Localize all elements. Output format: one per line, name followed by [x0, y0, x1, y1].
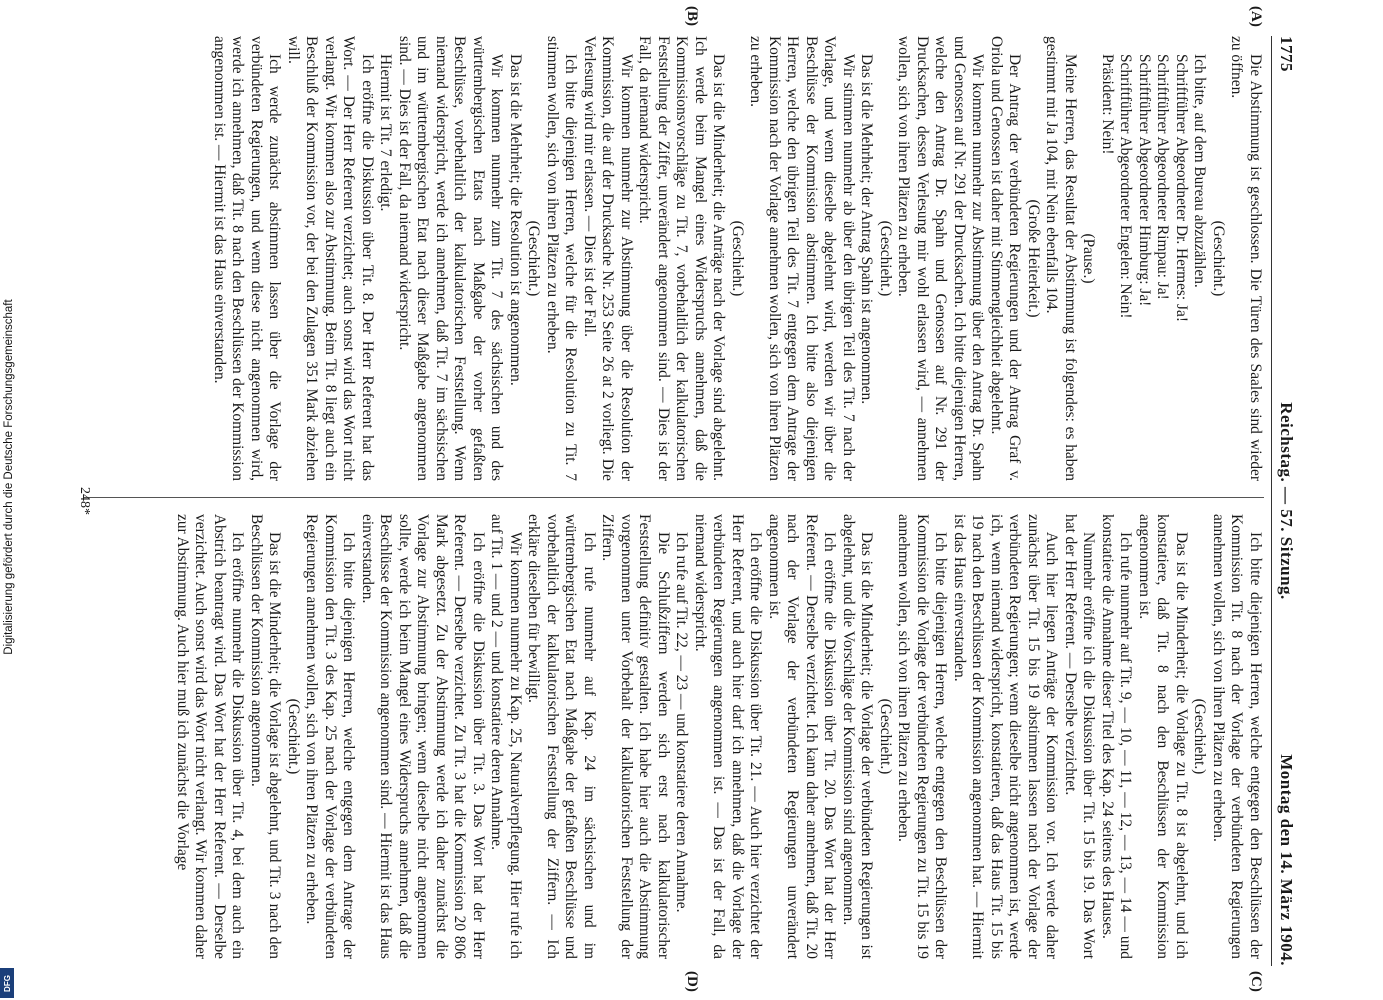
paragraph: Meine Herren, das Resultat der Abstimmung ist folgendes: es haben gestimmt mit Ja 104, mit Nein ebenfalls 104.: [1043, 36, 1079, 481]
paragraph: Schriftführer Abgeordneter Rimpau: Ja!: [1154, 54, 1172, 300]
paragraph: Wir kommen nunmehr zur Abstimmung über den Antrag Dr. Spahn und Genossen auf Nr. 291 der Drucksachen. Ich bitte diejenigen Herren, welche den Antrag Dr. Spahn und Genossen auf Nr. 291 der Drucksachen, dessen Verlesung mir wohl erlassen wird, — annehmen wollen, sich von ihren Plätzen zu erheben.: [895, 36, 987, 481]
margin-marker-b: (B): [684, 6, 700, 26]
paragraph: Ich bitte diejenigen Herren, welche entgegen dem Antrage der Kommission den Tit. 3 des Kap. 25 nach der Vorlage der verbündeten Regierungen annehmen wollen, sich von ihren Plätzen zu erheben.: [303, 514, 358, 959]
left-column: [89, 36, 1264, 481]
paragraph: Nunmehr eröffne ich die Diskussion über Tit. 15 bis 19. Das Wort hat der Herr Referent. — Derselbe verzichtet.: [1062, 514, 1098, 959]
dfg-logo-text: DFG: [2, 974, 12, 992]
paragraph: Ich rufe nunmehr auf Tit. 9, — 10, — 11, — 12, — 13, — 14 — und konstatiere die Annahme dieser Titel des Kap. 24 seitens des Hauses.: [1099, 514, 1135, 959]
paragraph: Ich rufe auf Tit. 22, — 23 — und konstatiere deren Annahme.: [673, 532, 691, 913]
paragraph: Schriftführer Abgeordneter Engelen: Nein!: [1117, 54, 1135, 319]
paragraph: Ich bitte diejenigen Herren, welche entgegen den Beschlüssen der Kommission Tit. 8 nach der Vorlage der verbündeten Regierungen annehmen wollen, sich von ihren Plätzen zu erheben.: [1210, 514, 1264, 959]
paragraph: Die Abstimmung ist geschlossen. Die Türen des Saales sind wieder zu öffnen.: [1228, 36, 1264, 481]
paragraph: (Geschieht.): [877, 220, 894, 297]
paragraph: (Geschieht.): [285, 698, 302, 775]
header-rule: [1271, 36, 1272, 966]
paragraph: Ich eröffne die Diskussion über Tit. 21. — Auch hier verzichtet der Herr Referent, und auch hier darf ich annehmen, daß die Vorlage der verbündeten Regierungen angenommen ist. — Das ist der Fall, da niemand widerspricht.: [692, 514, 765, 959]
paragraph: (Geschieht.): [1191, 698, 1209, 775]
digitization-credit: Digitalisierung gefördert durch die Deutsche Forschungsgemeinschaft: [3, 299, 15, 655]
page-number: 1775: [1277, 36, 1296, 72]
page-header: [1270, 36, 1300, 966]
paragraph: Ich bitte diejenigen Herren, welche für die Resolution zu Tit. 7 stimmen wollen, sich von ihren Plätzen zu erheben.: [544, 36, 580, 481]
paragraph: Das ist die Mehrheit; die Resolution ist angenommen.: [507, 54, 524, 386]
paragraph: Das ist die Minderheit; die Vorlage ist abgelehnt, und Tit. 3 nach den Beschlüssen der Kommission angenommen.: [248, 514, 284, 959]
paragraph: Wir kommen nunmehr zur Abstimmung über die Resolution der Kommission, die auf der Drucksache Nr. 253 Seite 26 at 2 vorliegt. Die Verlesung wird mir erlassen. — Dies ist der Fall.: [581, 36, 635, 481]
paragraph: Wir kommen nunmehr zum Tit. 7 des sächsischen und des württembergischen Etats nach Maßgabe der vorher gefaßten Beschlüsse, vorbehaltlich der kalkulatorischen Feststellung. Wenn niemand widerspricht, werde ich annehmen, daß Tit. 7 im sächsischen und im württembergischen Etat nach dieser Maßgabe angenommen sind. — Dies ist der Fall, da niemand widerspricht.: [396, 36, 506, 481]
header-date: Montag den 14. März 1904.: [1277, 754, 1296, 966]
paragraph: Das ist die Minderheit; die Anträge nach der Vorlage sind abgelehnt. Ich werde beim Mangel eines Widerspruchs annehmen, daß die Kommissionsvorschläge zu Tit. 7, vorbehaltlich der kalkulatorischen Feststellung der Ziffer, unverändert angenommen sind. — Dies ist der Fall, da niemand widerspricht.: [636, 36, 728, 481]
column-divider: [84, 497, 1264, 498]
paragraph: Schriftführer Abgeordneter Himburg: Ja!: [1136, 54, 1153, 307]
paragraph: Ich rufe nunmehr auf Kap. 24 im sächsischen und im württembergischen Etat nach Maßgabe der gefaßten Beschlüsse und vorbehaltlich der kalkulatorischen Feststellung der Ziffern. — Ich erkläre dieselben für bewilligt.: [525, 514, 598, 959]
paragraph: Ich werde zunächst abstimmen lassen über die Vorlage der verbündeten Regierungen, und wenn diese nicht angenommen wird, werde ich annehmen, daß Tit. 8 nach den Beschlüssen der Kommission angenommen ist. — Hiermit ist das Haus einverstanden.: [211, 36, 284, 481]
paragraph: (Pause.): [1080, 233, 1098, 284]
paragraph: Ich eröffne die Diskussion über Tit. 20. Das Wort hat der Herr Referent. — Derselbe verzichtet. Ich kann daher annehmen, daß Tit. 20 nach der Vorlage der verbündeten Regierungen unverändert angenommen ist.: [766, 514, 839, 959]
paragraph: (Geschieht.): [1210, 220, 1227, 297]
paragraph: Auch hier liegen Anträge der Kommission vor. Ich werde daher zunächst über Tit. 15 bis 19 abstimmen lassen nach der Vorlage der verbündeten Regierungen; wenn dieselbe nicht angenommen ist, werde ich, wenn niemand widerspricht, konstatieren, daß das Haus Tit. 15 bis 19 nach den Beschlüssen der Kommission angenommen hat. — Hiermit ist das Haus einverstanden.: [951, 514, 1061, 959]
right-column: [89, 514, 1264, 959]
paragraph: Hiermit ist Tit. 7 erledigt.: [377, 54, 395, 212]
paragraph: Ich eröffne die Diskussion über Tit. 3. Das Wort hat der Herr Referent. — Derselbe verzichtet. Zu Tit. 3 hat die Kommission 20 806 Mark abgesetzt. Zu der Abstimmung werde ich daher zunächst die Vorlage zur Abstimmung bringen; wenn dieselbe nicht angenommen sollte, werde ich beim Mangel eines Widerspruchs annehmen, daß die Beschlüsse der Kommission angenommen sind. — Hiermit ist das Haus einverstanden.: [359, 514, 487, 959]
dfg-logo: [0, 968, 14, 998]
paragraph: Das ist die Mehrheit; der Antrag Spahn ist angenommen.: [858, 54, 876, 405]
paragraph: Die Schlußziffern werden sich erst nach kalkulatorischer Feststellung definitiv gestalten. Ich habe hier auch die Abstimmung vorgenommen unter Vorbehalt der kalkulatorischen Feststellung der Ziffern.: [599, 514, 672, 959]
paragraph: Schriftführer Abgeordneter Dr. Hermes: Ja!: [1173, 54, 1190, 322]
page-signature: 248*: [77, 487, 92, 515]
paragraph: (Geschieht.): [877, 698, 894, 775]
paragraph: (Große Heiterkeit.): [1025, 199, 1042, 318]
paragraph: Wir stimmen nunmehr ab über den übrigen Teil des Tit. 7 nach der Vorlage, und wenn dieselbe abgelehnt wird, werden wir über die Beschlüsse der Kommission abstimmen. Ich bitte also diejenigen Herren, welche den übrigen Teil des Tit. 7 entgegen dem Antrage der Kommission nach der Vorlage annehmen wollen, sich von ihren Plätzen zu erheben.: [747, 36, 857, 481]
paragraph: (Geschieht.): [525, 220, 543, 297]
paragraph: Ich eröffne nunmehr die Diskussion über Tit. 4, bei dem auch ein Abstrich beantragt wird. Das Wort hat der Herr Referent. — Derselbe verzichtet. Auch sonst wird das Wort nicht verlangt. Wir kommen daher zur Abstimmung. Auch hier muß ich zunächst die Vorlage: [174, 514, 247, 959]
paragraph: Wir kommen nunmehr zu Kap. 25, Naturalverpflegung. Hier rufe ich auf Tit. 1 — und 2 — und konstatiere deren Annahme.: [488, 514, 524, 959]
header-title: Reichstag. — 57. Sitzung.: [1277, 402, 1296, 600]
paragraph: Der Antrag der verbündeten Regierungen und der Antrag Graf v. Oriola und Genossen ist daher mit Stimmengleichheit abgelehnt.: [988, 36, 1024, 481]
paragraph: Präsident: Nein!: [1099, 54, 1116, 155]
paragraph: (Geschieht.): [729, 220, 746, 297]
margin-marker-a: (A): [1248, 6, 1264, 27]
paragraph: Das ist die Minderheit; die Vorlage zu Tit. 8 ist abgelehnt, und ich konstatiere, daß Tit. 8 nach den Beschlüssen der Kommission angenommen ist.: [1136, 514, 1190, 959]
paragraph: Ich eröffne die Diskussion über Tit. 8. Der Herr Referent hat das Wort. — Der Herr Referent verzichtet; auch sonst wird das Wort nicht verlangt. Wir kommen also zur Abstimmung. Beim Tit. 8 liegt auch ein Beschluß der Kommission vor, der bei den Zulagen 351 Mark abziehen will.: [285, 36, 376, 481]
margin-marker-d: (D): [684, 971, 700, 992]
margin-marker-c: (C): [1248, 971, 1264, 992]
paragraph: Das ist die Minderheit; die Vorlage der verbündeten Regierungen ist abgelehnt, und die Vorschläge der Kommission sind angenommen.: [840, 514, 876, 959]
rotated-newspaper-page: [75, 6, 1300, 992]
paragraph: Ich bitte diejenigen Herren, welche entgegen den Beschlüssen der Kommission die Vorlage der verbündeten Regierungen zu Tit. 15 bis 19 annehmen wollen, sich von ihren Plätzen zu erheben.: [895, 514, 950, 959]
paragraph: Ich bitte, auf dem Bureau abzuzählen.: [1191, 54, 1209, 288]
